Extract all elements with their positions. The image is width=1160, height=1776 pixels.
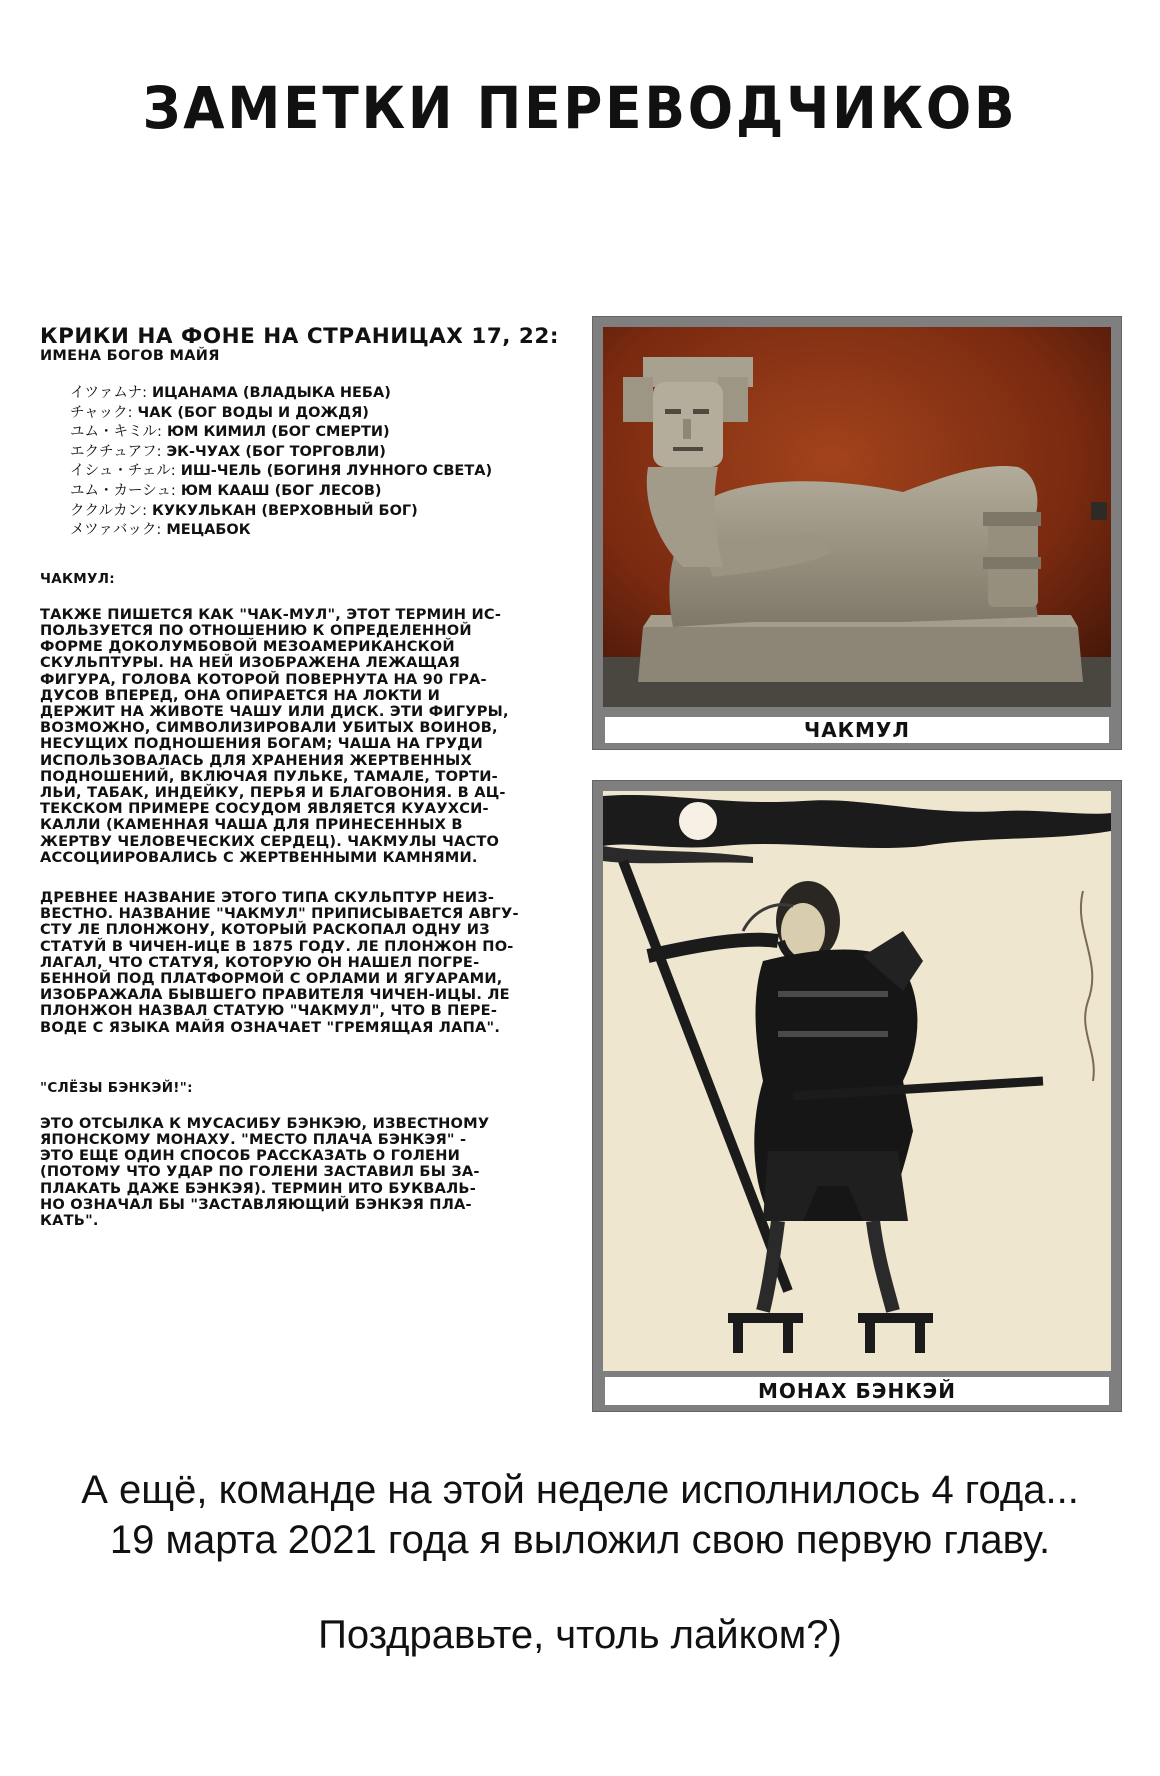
chacmool-paragraph-2: ДРЕВНЕЕ НАЗВАНИЕ ЭТОГО ТИПА СКУЛЬПТУР НЕИЗ- ВЕСТНО. НАЗВАНИЕ "ЧАКМУЛ" ПРИПИСЫВАЕТСЯ АВГУ- СТУ ЛЕ ПЛОНЖОНУ, КОТОРЫЙ РАСКОПАЛ ОДНУ ИЗ СТАТУЙ В ЧИЧЕН-ИЦЕ В 1875 ГОДУ. ЛЕ ПЛОНЖОН ПО- ЛАГАЛ, ЧТО СТАТУЯ, КОТОРУЮ ОН НАШЕЛ ПОГРЕ- БЕННОЙ ПОД ПЛАТФОРМОЙ С ОРЛАМИ И ЯГУАРАМИ, ИЗОБРАЖАЛА БЫВШЕГО ПРАВИТЕЛЯ ЧИЧЕН-ИЦЫ. ЛЕ ПЛОНЖОН НАЗВАЛ СТАТУЮ "ЧАКМУЛ", ЧТО В ПЕРЕ- ВОДЕ С ЯЗЫКА МАЙЯ ОЗНАЧАЕТ "ГРЕМЯЩАЯ ЛАПА". (40, 889, 519, 1036)
list-item: イツァムナ: ИЦАНАМА (ВЛАДЫКА НЕБА) (70, 385, 391, 401)
shouts-heading: КРИКИ НА ФОНЕ НА СТРАНИЦАХ 17, 22: (40, 324, 559, 349)
chacmool-caption: ЧАКМУЛ (605, 717, 1109, 743)
footer-line-2: 19 марта 2021 года я выложил свою первую главу. (109, 1518, 1051, 1562)
list-item: エクチュアフ: ЭК-ЧУАХ (БОГ ТОРГОВЛИ) (70, 443, 386, 460)
benkei-image (603, 791, 1111, 1371)
footer-line-1: А ещё, команде на этой неделе исполнилось 4 года... (81, 1468, 1079, 1512)
benkei-paragraph: ЭТО ОТСЫЛКА К МУСАСИБУ БЭНКЭЮ, ИЗВЕСТНОМУ ЯПОНСКОМУ МОНАХУ. "МЕСТО ПЛАЧА БЭНКЭЯ" - ЭТО ЕЩЕ ОДИН СПОСОБ РАССКАЗАТЬ О ГОЛЕНИ (ПОТОМУ ЧТО УДАР ПО ГОЛЕНИ ЗАСТАВИЛ БЫ ЗА- ПЛАКАТЬ ДАЖЕ БЭНКЭЯ). ТЕРМИН ИТО БУКВАЛЬ- НО ОЗНАЧАЛ БЫ "ЗАСТАВЛЯЮЩИЙ БЭНКЭЯ ПЛА- КАТЬ". (40, 1114, 490, 1230)
benkei-label: "СЛЁЗЫ БЭНКЭЙ!": (40, 1079, 193, 1096)
chacmool-label: ЧАКМУЛ: (40, 570, 115, 587)
list-item: イシュ・チェル: ИШ-ЧЕЛЬ (БОГИНЯ ЛУННОГО СВЕТА) (70, 463, 493, 480)
chacmool-paragraph-1: ТАКЖЕ ПИШЕТСЯ КАК "ЧАК-МУЛ", ЭТОТ ТЕРМИН ИС- ПОЛЬЗУЕТСЯ ПО ОТНОШЕНИЮ К ОПРЕДЕЛЕННОЙ ФОРМЕ ДОКОЛУМБОВОЙ МЕЗОАМЕРИКАНСКОЙ СКУЛЬПТУРЫ. НА НЕЙ ИЗОБРАЖЕНА ЛЕЖАЩАЯ ФИГУРА, ГОЛОВА КОТОРОЙ ПОВЕРНУТА НА 90 ГРА- ДУСОВ ВПЕРЕД, ОНА ОПИРАЕТСЯ НА ЛОКТИ И ДЕРЖИТ НА ЖИВОТЕ ЧАШУ ИЛИ ДИСК. ЭТИ ФИГУРЫ, ВОЗМОЖНО, СИМВОЛИЗИРОВАЛИ УБИТЫХ ВОИНОВ, НЕСУЩИХ ПОДНОШЕНИЯ БОГАМ; ЧАША НА ГРУДИ ИСПОЛЬЗОВАЛАСЬ ДЛЯ ХРАНЕНИЯ ЖЕРТВЕННЫХ ПОДНОШЕНИЙ, ВКЛЮЧАЯ ПУЛЬКЕ, ТАМАЛЕ, ТОРТИ- ЛЬИ, ТАБАК, ИНДЕЙКУ, ПЕРЬЯ И БЛАГОВОНИЯ. В АЦ- ТЕКСКОМ ПРИМЕРЕ СОСУДОМ ЯВЛЯЕТСЯ КУАУХСИ- КАЛЛИ (КАМЕННАЯ ЧАША ДЛЯ ПРИНЕСЕННЫХ В ЖЕРТВУ ЧЕЛОВЕЧЕСКИХ СЕРДЕЦ). ЧАКМУЛЫ ЧАСТО АССОЦИИРОВАЛИСЬ С ЖЕРТВЕННЫМИ КАМНЯМИ. (40, 605, 509, 866)
gods-list (70, 384, 580, 541)
footer-line-3: Поздравьте, чтоль лайком?) (318, 1613, 842, 1657)
shouts-subheading: ИМЕНА БОГОВ МАЙЯ (40, 348, 220, 364)
list-item: ユム・キミル: ЮМ КИМИЛ (БОГ СМЕРТИ) (70, 424, 390, 441)
chacmool-figure (592, 316, 1122, 750)
list-item: ククルカン: КУКУЛЬКАН (ВЕРХОВНЫЙ БОГ) (70, 502, 418, 519)
benkei-figure (592, 780, 1122, 1412)
list-item: チャック: ЧАК (БОГ ВОДЫ И ДОЖДЯ) (70, 404, 369, 421)
notes-column (40, 326, 580, 1253)
list-item: メツァバック: МЕЦАБОК (70, 522, 251, 539)
chacmool-image (603, 327, 1111, 707)
benkei-caption: МОНАХ БЭНКЭЙ (605, 1377, 1109, 1405)
page-title: ЗАМЕТКИ ПЕРЕВОДЧИКОВ (142, 74, 1018, 142)
list-item: ユム・カーシュ: ЮМ КААШ (БОГ ЛЕСОВ) (70, 482, 382, 499)
